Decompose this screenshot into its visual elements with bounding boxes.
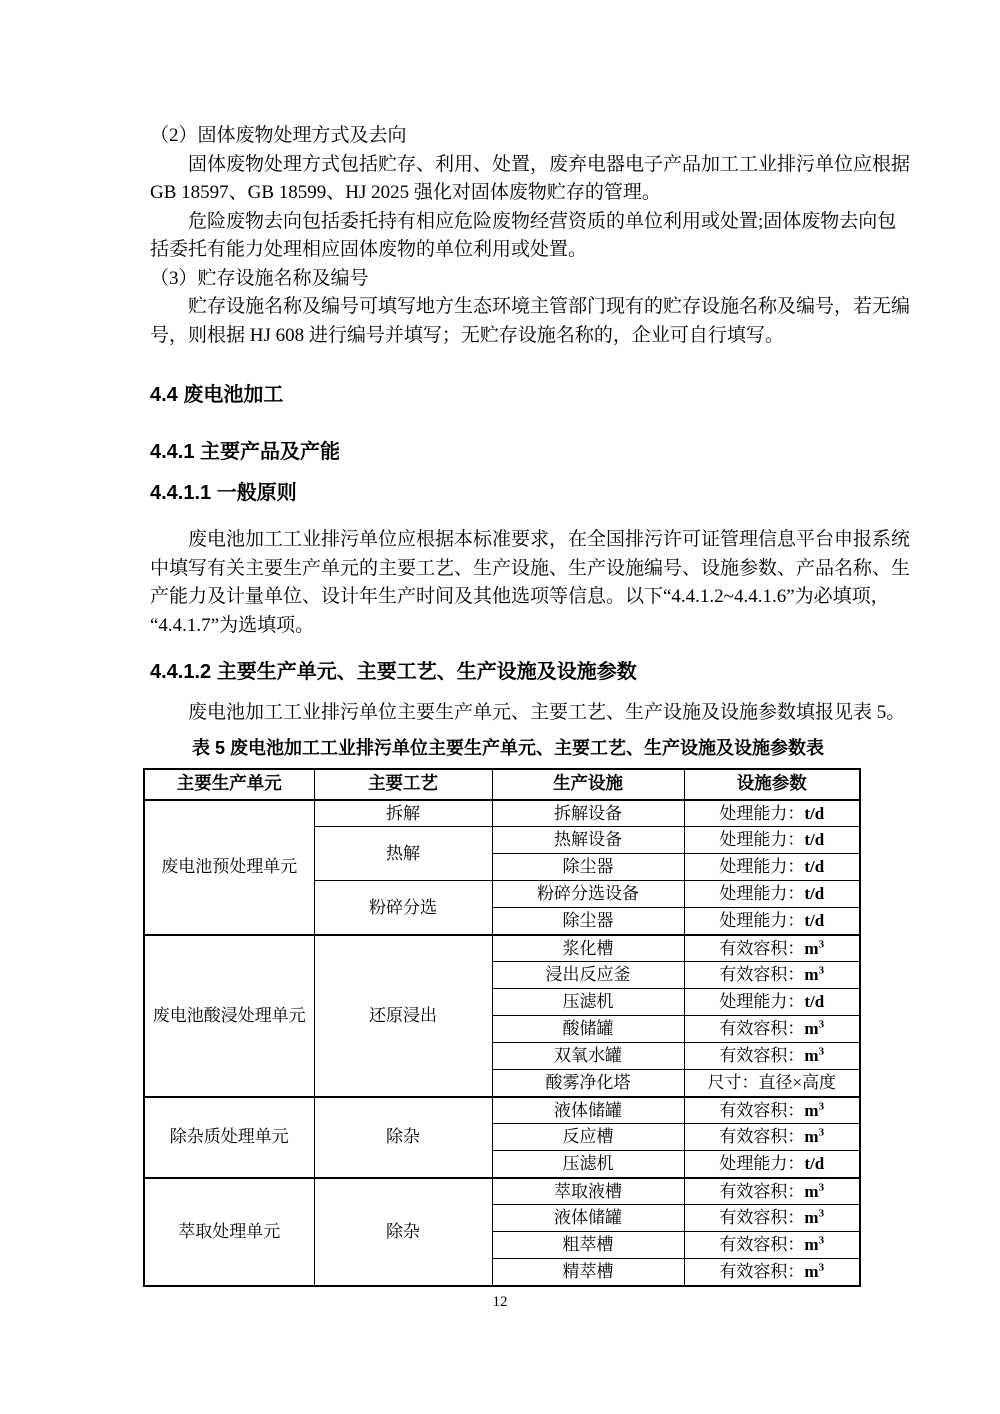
param-cell [684, 1124, 860, 1151]
param-cell [684, 1097, 860, 1124]
heading-4-4-1: 4.4.1 主要产品及产能 [150, 441, 341, 463]
param-cell [684, 1151, 860, 1178]
param-unit: t/d [804, 884, 825, 904]
param-unit: m [804, 1262, 819, 1282]
param-cell [684, 908, 860, 935]
param-unit-exponent: 3 [818, 1207, 825, 1220]
param-unit: t/d [804, 857, 825, 877]
paragraph-line: 产能力及计量单位、设计年生产时间及其他选项等信息。以下“4.4.1.2~4.4.1.6”为必填项， [150, 586, 890, 607]
facility-cell: 精萃槽 [492, 1259, 684, 1286]
table-row [144, 800, 860, 827]
table-caption: 表 5 废电池加工工业排污单位主要生产单元、主要工艺、生产设施及设施参数表 [191, 737, 824, 758]
param-unit: m [804, 1046, 819, 1066]
facility-parameters-table [143, 768, 861, 1287]
param-label: 有效容积： [719, 965, 805, 985]
param-cell [684, 989, 860, 1016]
facility-cell: 除尘器 [492, 908, 684, 935]
param-unit-exponent: 3 [818, 1099, 825, 1112]
paragraph-line: 号，则根据 HJ 608 进行编号并填写；无贮存设施名称的，企业可自行填写。 [150, 324, 784, 346]
param-unit-exponent: 3 [818, 937, 825, 950]
process-cell: 除杂 [314, 1178, 492, 1286]
param-unit: t/d [804, 911, 825, 931]
paragraph-line: 括委托有能力处理相应固体废物的单位利用或处置。 [150, 239, 588, 260]
process-cell: 拆解 [314, 800, 492, 827]
heading-4-4-1-2: 4.4.1.2 主要生产单元、主要工艺、生产设施及设施参数 [150, 661, 637, 683]
process-cell: 粉碎分选 [314, 881, 492, 935]
param-cell [684, 1205, 860, 1232]
param-label: 有效容积： [719, 1235, 805, 1255]
param-label: 处理能力： [719, 857, 805, 877]
param-unit: m [804, 1127, 819, 1147]
paragraph-line: “4.4.1.7”为选填项。 [150, 614, 315, 636]
facility-cell: 除尘器 [492, 854, 684, 881]
facility-cell: 热解设备 [492, 827, 684, 854]
param-label: 有效容积： [719, 1181, 805, 1201]
heading-4-4: 4.4 废电池加工 [150, 384, 284, 406]
param-cell [684, 1232, 860, 1259]
param-label: 有效容积： [719, 1019, 805, 1039]
param-cell [684, 800, 860, 827]
paragraph-line: 贮存设施名称及编号可填写地方生态环境主管部门现有的贮存设施名称及编号，若无编 [188, 296, 911, 317]
facility-cell: 浸出反应釜 [492, 962, 684, 989]
facility-cell: 压滤机 [492, 989, 684, 1016]
facility-cell: 反应槽 [492, 1124, 684, 1151]
param-unit: m [804, 1100, 819, 1120]
page-number: 12 [492, 1294, 508, 1310]
table-row [144, 935, 860, 962]
param-cell [684, 854, 860, 881]
param-label: 有效容积： [719, 938, 805, 958]
param-cell [684, 1070, 860, 1097]
param-unit: t/d [804, 1154, 825, 1174]
param-label: 有效容积： [719, 1127, 805, 1147]
facility-cell: 酸储罐 [492, 1016, 684, 1043]
param-label: 处理能力： [719, 803, 805, 823]
param-cell [684, 935, 860, 962]
unit-cell: 萃取处理单元 [144, 1178, 314, 1286]
param-cell [684, 1016, 860, 1043]
param-unit: t/d [804, 803, 825, 823]
facility-cell: 液体储罐 [492, 1097, 684, 1124]
param-label: 有效容积： [719, 1262, 805, 1282]
param-unit-exponent: 3 [818, 1045, 825, 1058]
table-row [144, 1178, 860, 1205]
param-cell [684, 1259, 860, 1286]
param-unit-exponent: 3 [818, 1180, 825, 1193]
facility-cell: 萃取液槽 [492, 1178, 684, 1205]
param-cell [684, 962, 860, 989]
paragraph-line: 固体废物处理方式包括贮存、利用、处置，废弃电器电子产品加工工业排污单位应根据 [188, 153, 911, 175]
paragraph-table-reference: 废电池加工工业排污单位主要生产单元、主要工艺、生产设施及设施参数填报见表 5。 [188, 702, 906, 723]
param-unit-exponent: 3 [818, 1234, 825, 1247]
param-label: 尺寸：直径×高度 [707, 1073, 837, 1093]
param-unit: m [804, 938, 819, 958]
paragraph-line: GB 18597、GB 18599、HJ 2025 强化对固体废物贮存的管理。 [150, 182, 661, 203]
param-label: 有效容积： [719, 1208, 805, 1228]
param-cell [684, 1178, 860, 1205]
unit-cell: 除杂质处理单元 [144, 1097, 314, 1178]
param-label: 处理能力： [719, 884, 805, 904]
facility-cell: 压滤机 [492, 1151, 684, 1178]
param-unit: m [804, 965, 819, 985]
page-content [150, 122, 911, 1287]
param-unit-exponent: 3 [818, 1018, 825, 1031]
param-cell [684, 881, 860, 908]
param-label: 处理能力： [719, 830, 805, 850]
facility-cell: 浆化槽 [492, 935, 684, 962]
param-unit: t/d [804, 992, 825, 1012]
param-label: 有效容积： [719, 1046, 805, 1066]
paragraph-line: 中填写有关主要生产单元的主要工艺、生产设施、生产设施编号、设施参数、产品名称、生 [150, 557, 911, 579]
param-label: 处理能力： [719, 1154, 805, 1174]
unit-cell: 废电池酸浸处理单元 [144, 935, 314, 1097]
param-unit: m [804, 1235, 819, 1255]
facility-cell: 粉碎分选设备 [492, 881, 684, 908]
paragraph-item3-title: （3）贮存设施名称及编号 [150, 267, 369, 289]
column-header-unit: 主要生产单元 [144, 769, 314, 800]
table-header-row [144, 769, 860, 800]
unit-cell: 废电池预处理单元 [144, 800, 314, 935]
paragraph-line: 危险废物去向包括委托持有相应危险废物经营资质的单位利用或处置;固体废物去向包 [188, 210, 897, 232]
column-header-facility: 生产设施 [492, 769, 684, 800]
facility-cell: 双氧水罐 [492, 1043, 684, 1070]
param-label: 处理能力： [719, 992, 805, 1012]
param-cell [684, 1043, 860, 1070]
param-unit: m [804, 1181, 819, 1201]
param-unit: t/d [804, 830, 825, 850]
param-unit-exponent: 3 [818, 1261, 825, 1274]
column-header-parameter: 设施参数 [684, 769, 860, 800]
facility-cell: 液体储罐 [492, 1205, 684, 1232]
param-unit: m [804, 1019, 819, 1039]
param-unit: m [804, 1208, 819, 1228]
process-cell: 热解 [314, 827, 492, 881]
process-cell: 除杂 [314, 1097, 492, 1178]
param-unit-exponent: 3 [818, 964, 825, 977]
facility-cell: 酸雾净化塔 [492, 1070, 684, 1097]
column-header-process: 主要工艺 [314, 769, 492, 800]
paragraph-line: 废电池加工工业排污单位应根据本标准要求，在全国排污许可证管理信息平台申报系统 [188, 529, 911, 550]
process-cell: 还原浸出 [314, 935, 492, 1097]
param-label: 有效容积： [719, 1100, 805, 1120]
facility-cell: 粗萃槽 [492, 1232, 684, 1259]
table-row [144, 1097, 860, 1124]
param-label: 处理能力： [719, 911, 805, 931]
param-unit-exponent: 3 [818, 1126, 825, 1139]
paragraph-item2-title: （2）固体废物处理方式及去向 [150, 125, 407, 146]
heading-4-4-1-1: 4.4.1.1 一般原则 [150, 482, 297, 504]
facility-cell: 拆解设备 [492, 800, 684, 827]
param-cell [684, 827, 860, 854]
